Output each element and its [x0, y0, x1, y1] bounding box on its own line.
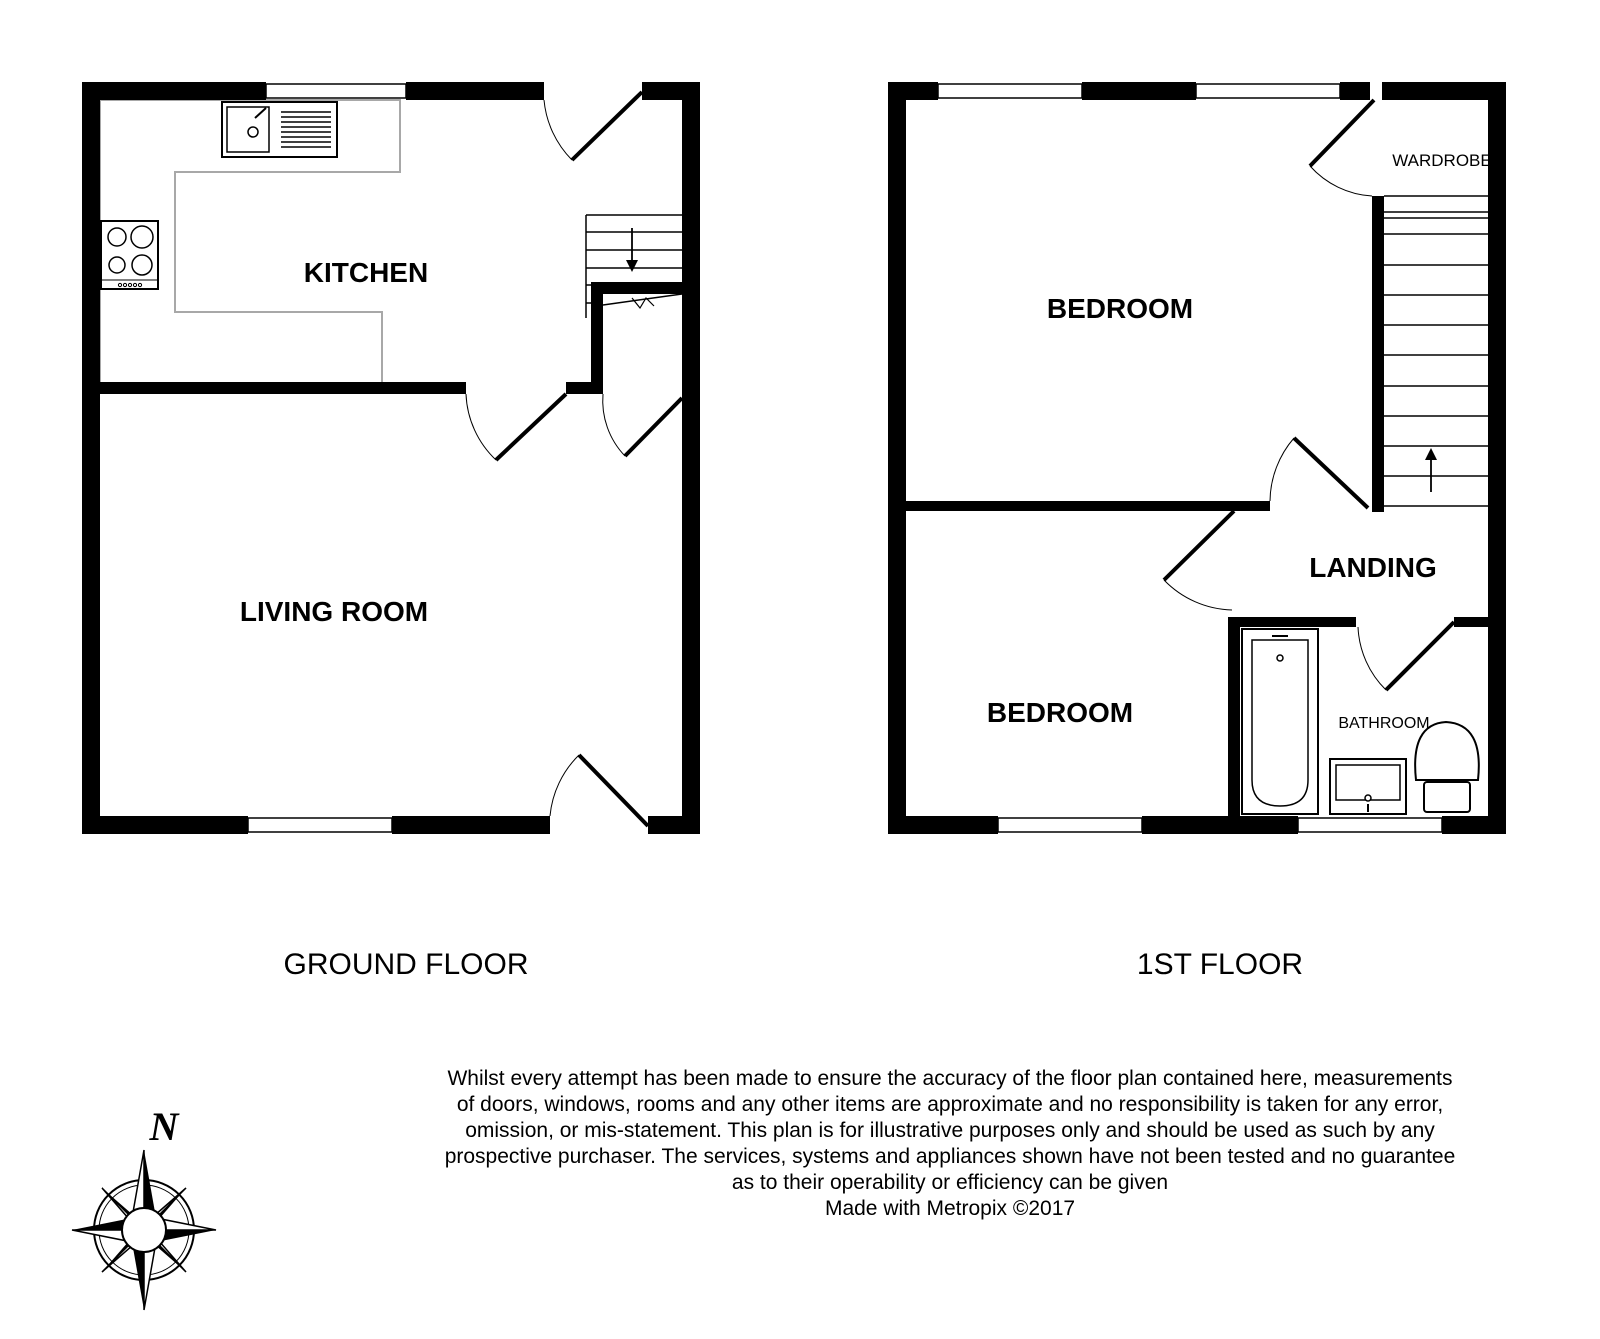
toilet-icon — [1415, 722, 1479, 812]
bedroom-1-label: BEDROOM — [1046, 293, 1194, 324]
ground-floor-title: GROUND FLOOR — [283, 948, 529, 981]
disclaimer-line: prospective purchaser. The services, systems and appliances shown have not been tested and no guarantee — [444, 1145, 1456, 1168]
wardrobe-label: WARDROBE — [1392, 151, 1492, 170]
sink-icon — [222, 102, 337, 157]
bathroom-label: BATHROOM — [1338, 715, 1430, 732]
ground-floor-windows — [248, 84, 406, 832]
disclaimer-line: of doors, windows, rooms and any other items are approximate and no responsibility is taken for any error, — [456, 1093, 1444, 1116]
compass-north-label: N — [149, 1104, 179, 1149]
ground-floor-plan — [82, 82, 700, 834]
first-floor-title: 1ST FLOOR — [1136, 948, 1304, 981]
disclaimer-line: as to their operability or efficiency can be given — [731, 1171, 1169, 1194]
disclaimer-line: omission, or mis-statement. This plan is for illustrative purposes only and should be used as such by any — [465, 1119, 1435, 1142]
bedroom-2-label: BEDROOM — [986, 697, 1134, 728]
disclaimer — [400, 1066, 1500, 1222]
basin-icon — [1330, 759, 1406, 814]
hob-icon — [101, 221, 158, 289]
compass-rose-icon — [72, 1150, 216, 1310]
ground-floor-doors — [466, 92, 682, 826]
kitchen-label: KITCHEN — [303, 257, 429, 288]
credit-line: Made with Metropix ©2017 — [824, 1197, 1076, 1220]
disclaimer-line: Whilst every attempt has been made to ensure the accuracy of the floor plan contained here, measurements — [447, 1067, 1453, 1090]
living-room-label: LIVING ROOM — [239, 596, 429, 627]
landing-label: LANDING — [1309, 552, 1437, 583]
first-floor-stairs — [1384, 212, 1488, 506]
bath-icon — [1242, 629, 1318, 814]
first-floor-plan — [888, 82, 1506, 834]
first-floor-doors — [1164, 100, 1488, 690]
